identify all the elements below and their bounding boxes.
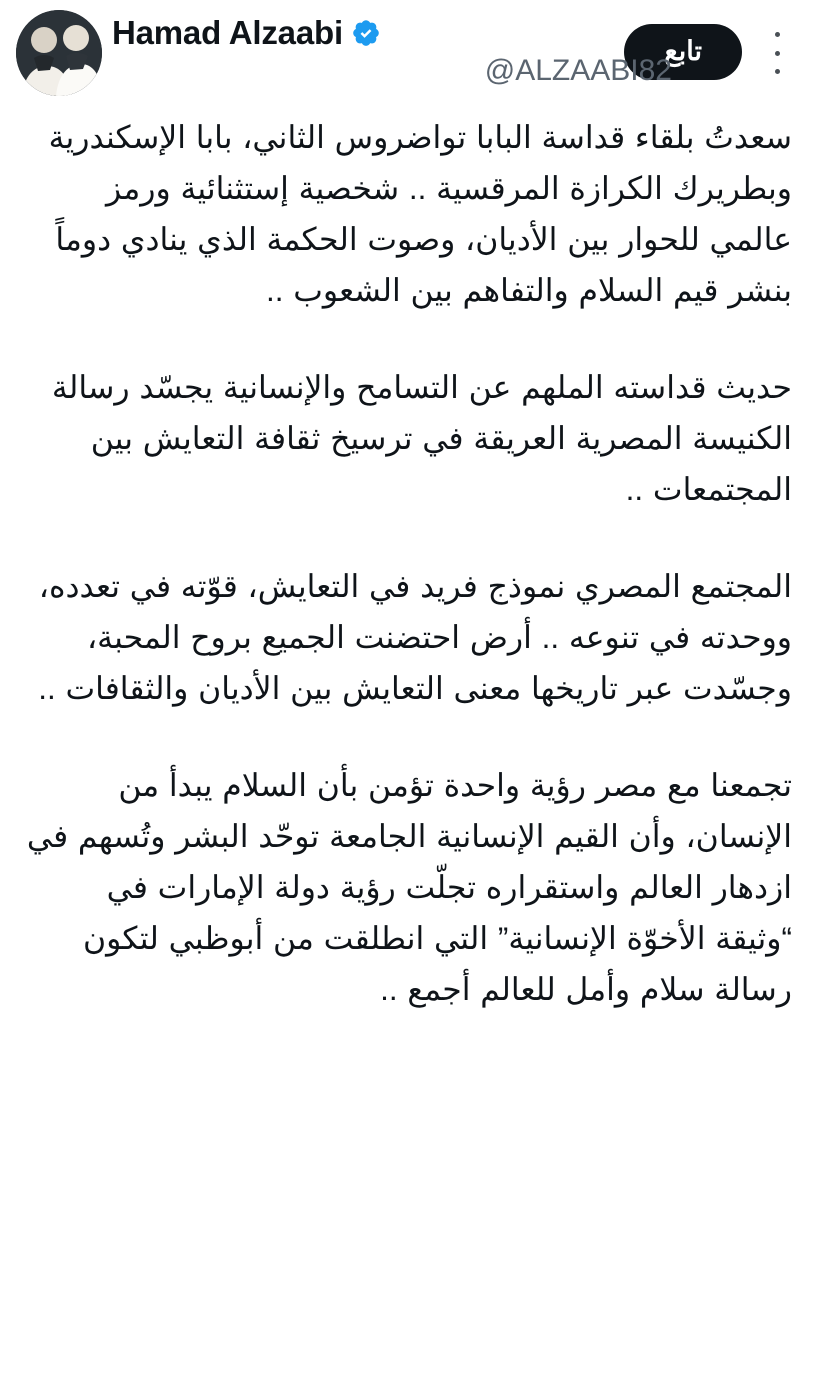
- account-name-block[interactable]: [112, 14, 672, 88]
- verified-badge-icon: [351, 18, 381, 48]
- more-vertical-icon[interactable]: [766, 32, 788, 74]
- tweet-paragraph: تجمعنا مع مصر رؤية واحدة تؤمن بأن السلام يبدأ من الإنسان، وأن القيم الإنسانية الجامعة توحّد البشر وتُسهم في ازدهار العالم واستقراره تجلّت رؤية دولة الإمارات في “وثيقة الأخوّة الإنسانية” التي انطلقت من أبوظبي لتكون رسالة سلام وأمل للعالم أجمع ..: [26, 767, 792, 1008]
- tweet-paragraph: المجتمع المصري نموذج فريد في التعايش، قوّته في تعدده، ووحدته في تنوعه .. أرض احتضنت الجميع بروح المحبة، وجسّدت عبر تاريخها معنى التعايش بين الأديان والثقافات ..: [38, 568, 792, 707]
- follow-button[interactable]: تابع: [624, 24, 742, 80]
- display-name: Hamad Alzaabi: [112, 14, 343, 51]
- tweet-paragraph: حديث قداسته الملهم عن التسامح والإنسانية يجسّد رسالة الكنيسة المصرية العريقة في ترسيخ ثقافة التعايش بين المجتمعات ..: [51, 369, 792, 508]
- tweet-text: [0, 112, 816, 1015]
- tweet-paragraph: سعدتُ بلقاء قداسة البابا تواضروس الثاني، بابا الإسكندرية وبطريرك الكرازة المرقسية .. شخصية إستثنائية ورمز عالمي للحوار بين الأديان، وصوت الحكمة الذي ينادي دوماً بنشر قيم السلام والتفاهم بين الشعوب ..: [48, 119, 792, 309]
- avatar[interactable]: [16, 10, 102, 96]
- account-handle: @ALZAABI82: [484, 54, 672, 87]
- tweet-header: [0, 0, 816, 112]
